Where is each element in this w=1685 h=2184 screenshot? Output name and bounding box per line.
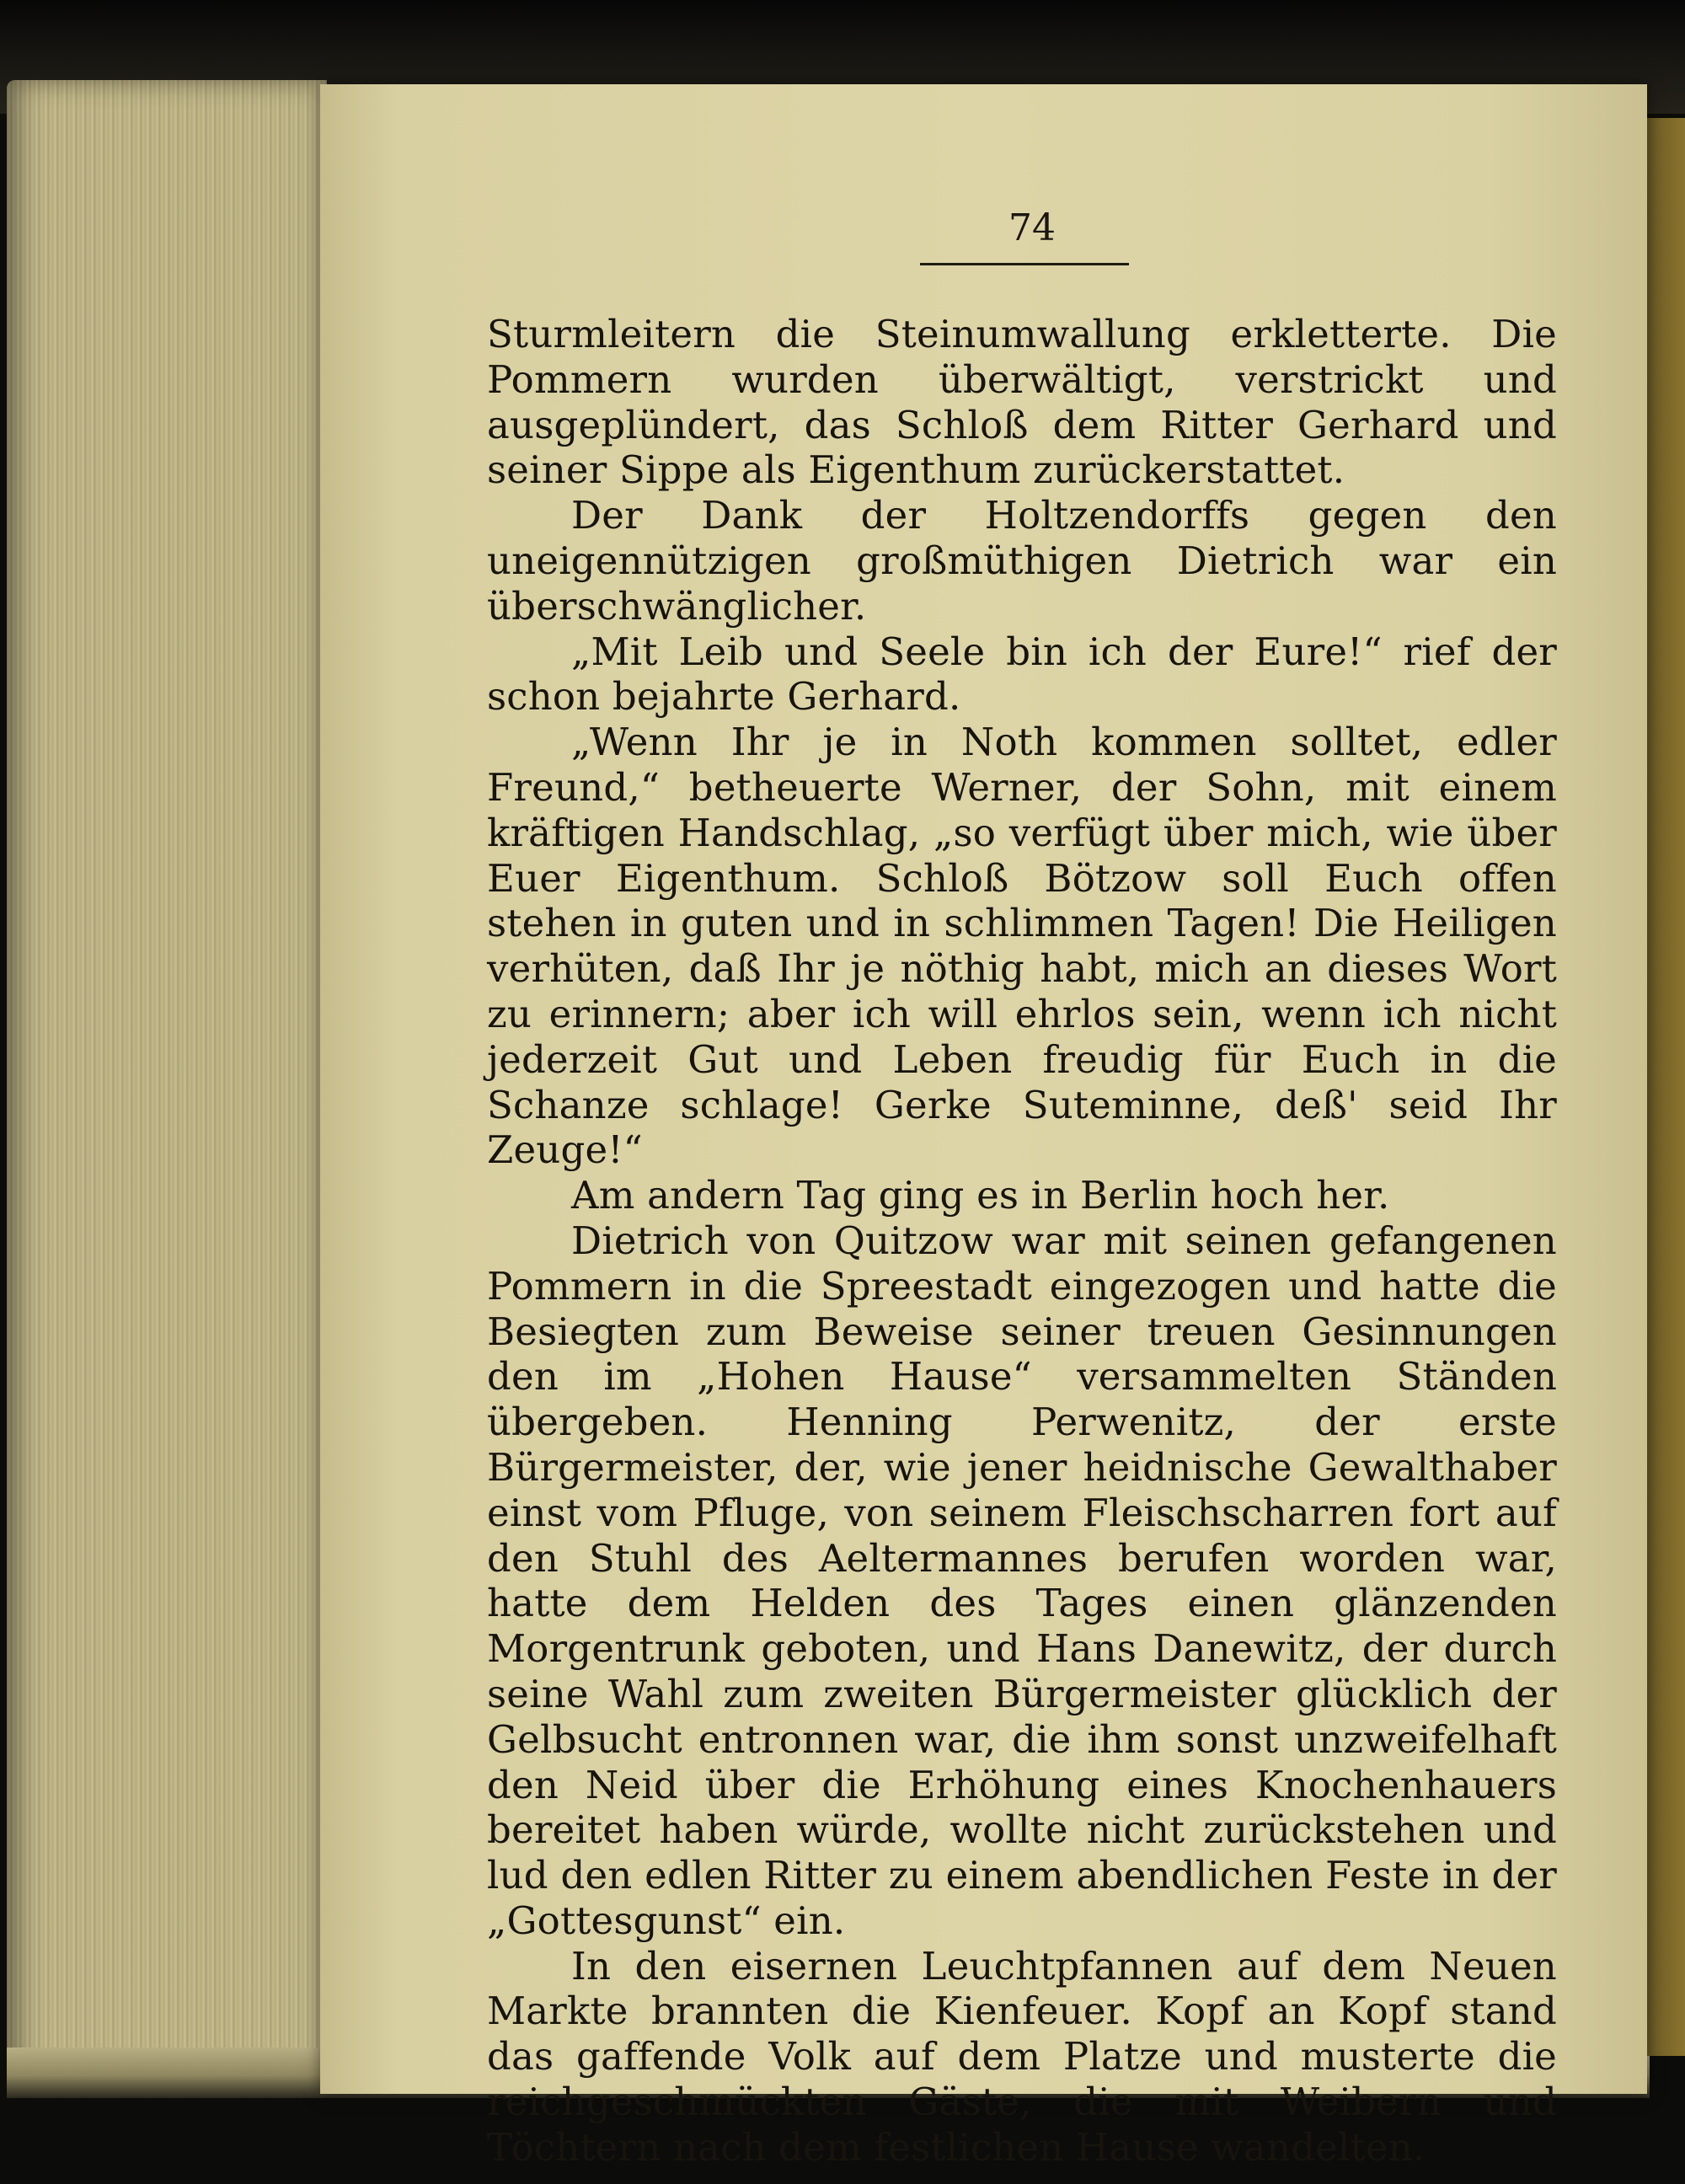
book-page-stack [7, 80, 327, 2090]
header-rule [920, 263, 1129, 265]
paragraph: Am andern Tag ging es in Berlin hoch her. [571, 1173, 1390, 1218]
body-text [487, 312, 1557, 2171]
paragraph: „Mit Leib und Seele bin ich der Eure!“ rief der schon bejahrte Gerhard. [487, 629, 1557, 720]
paragraph: Sturmleitern die Steinumwallung erkletterte. Die Pommern wurden überwältigt, verstrickt und ausgeplündert, das Schloß dem Ritter Gerhard und seiner Sippe als Eigenthum zurückerstattet. [487, 312, 1557, 493]
paragraph: In den eisernen Leuchtpfannen auf dem Neuen Markte brannten die Kienfeuer. Kopf an Kopf stand das gaffende Volk auf dem Platze und musterte die reichgeschmückten Gäste, die mit Weibern und Töchtern nach dem festlichen Hause wandelten. [487, 1943, 1557, 2170]
page-number: 74 [1008, 206, 1056, 249]
paragraph: „Wenn Ihr je in Noth kommen solltet, edler Freund,“ betheuerte Werner, der Sohn, mit einem kräftigen Handschlag, „so verfügt über mich, wie über Euer Eigenthum. Schloß Bötzow soll Euch offen stehen in guten und in schlimmen Tagen! Die Heiligen verhüten, daß Ihr je nöthig habt, mich an dieses Wort zu erinnern; aber ich will ehrlos sein, wenn ich nicht jederzeit Gut und Leben freudig für Euch in die Schanze schlage! Gerke Suteminne, deß' seid Ihr Zeuge!“ [487, 720, 1557, 1173]
paragraph: Der Dank der Holtzendorffs gegen den uneigennützigen großmüthigen Dietrich war ein überschwänglicher. [487, 493, 1557, 629]
paragraph: Dietrich von Quitzow war mit seinen gefangenen Pommern in die Spreestadt eingezogen und hatte die Besiegten zum Beweise seiner treuen Gesinnungen den im „Hohen Hause“ versammelten Ständen übergeben. Henning Perwenitz, der erste Bürgermeister, der, wie jener heidnische Gewalthaber einst vom Pfluge, von seinem Fleischscharren fort auf den Stuhl des Aeltermannes berufen worden war, hatte dem Helden des Tages einen glänzenden Morgentrunk geboten, und Hans Danewitz, der durch seine Wahl zum zweiten Bürgermeister glücklich der Gelbsucht entronnen war, die ihm sonst unzweifelhaft den Neid über die Erhöhung eines Knochenhauers bereitet haben würde, wollte nicht zurückstehen und lud den edlen Ritter zu einem abendlichen Feste in der „Gottesgunst“ ein. [487, 1218, 1557, 1943]
